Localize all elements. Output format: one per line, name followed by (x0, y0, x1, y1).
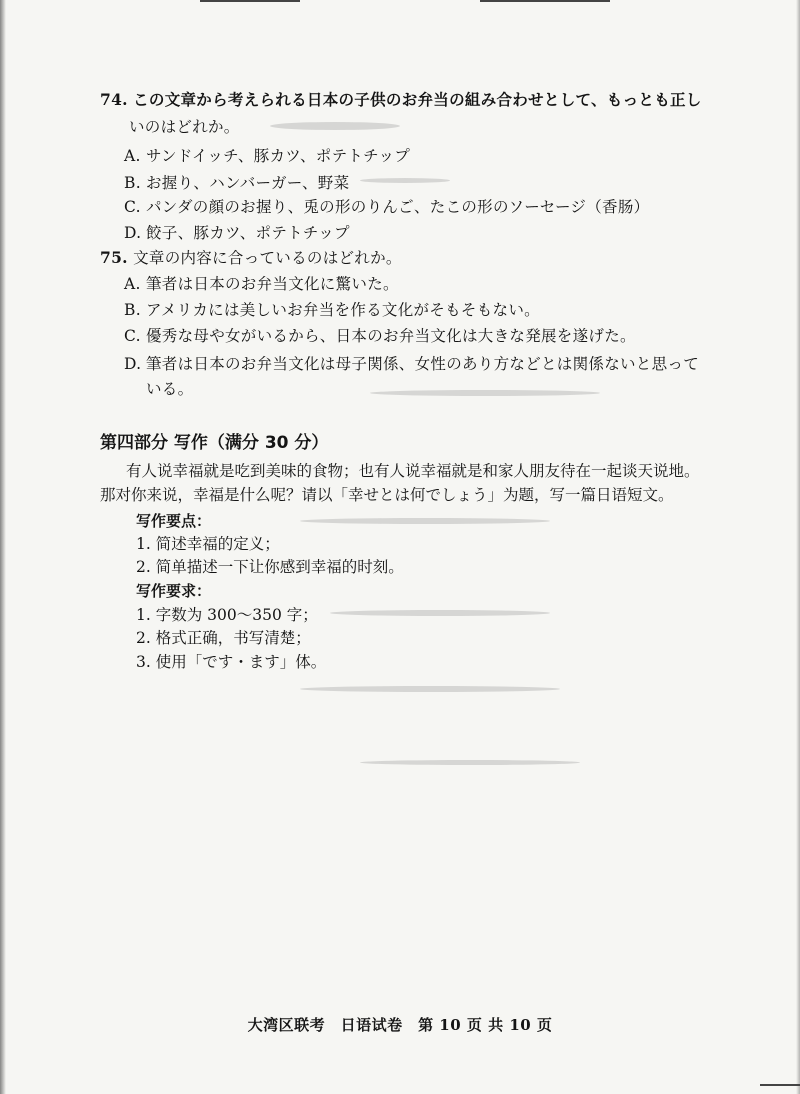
q74-option-c (124, 196, 649, 218)
scan-speckle (300, 686, 560, 692)
option-label: B. (124, 301, 141, 319)
requirement-item: 1. 字数为 300～350 字； (136, 606, 318, 624)
point-item: 1. 简述幸福的定义； (136, 535, 280, 553)
option-text: サンドイッチ、豚カツ、ポテトチップ (146, 147, 411, 165)
option-text: 筆者は日本のお弁当文化は母子関係、女性のあり方などとは関係ないと思って (146, 355, 700, 373)
question-74-line1 (100, 89, 702, 111)
q74-option-d (124, 222, 350, 244)
option-label: D. (124, 355, 142, 373)
scan-edge-left (0, 0, 6, 1094)
points-heading: 写作要点： (136, 512, 212, 530)
bottom-rule (760, 1084, 800, 1086)
option-text: 筆者は日本のお弁当文化に驚いた。 (146, 275, 399, 293)
section-title: 第四部分 写作（满分 30 分） (100, 433, 329, 453)
scan-speckle (370, 390, 600, 396)
option-label: C. (124, 327, 141, 345)
point-item: 2. 简单描述一下让你感到幸福的时刻。 (136, 558, 404, 576)
q75-option-c (124, 325, 636, 347)
option-label: B. (124, 174, 141, 192)
requirement-item: 3. 使用「です・ます」体。 (136, 653, 327, 671)
q74-option-b (124, 172, 349, 194)
q75-option-b (124, 299, 540, 321)
scan-speckle (360, 760, 580, 765)
q75-option-d (124, 353, 699, 375)
question-75-number: 75. (100, 248, 128, 267)
question-74-number: 74. (100, 90, 128, 109)
scan-edge-right (796, 0, 800, 1094)
question-74-line2: いのはどれか。 (129, 118, 240, 136)
top-rule-left (200, 0, 300, 2)
option-label: C. (124, 198, 141, 216)
requirements-heading: 写作要求： (136, 582, 212, 600)
question-75-line1 (100, 247, 402, 269)
option-label: A. (124, 275, 141, 293)
scan-speckle (270, 122, 400, 130)
q75-option-d-line2: いる。 (146, 380, 194, 398)
question-75-text: 文章の内容に合っているのはどれか。 (133, 249, 402, 267)
option-text: パンダの顔のお握り、兎の形のりんご、たこの形のソーセージ（香肠） (146, 198, 650, 216)
option-text: お握り、ハンバーガー、野菜 (146, 174, 350, 192)
option-text: 優秀な母や女がいるから、日本のお弁当文化は大きな発展を遂げた。 (146, 327, 636, 345)
scan-speckle (300, 518, 550, 524)
scan-speckle (360, 178, 450, 183)
page-footer: 大湾区联考 日语试卷 第 10 页 共 10 页 (247, 1016, 553, 1034)
prompt-line2: 那对你来说，幸福是什么呢？请以「幸せとは何でしょう」为题，写一篇日语短文。 (100, 486, 674, 504)
prompt-line1: 有人说幸福就是吃到美味的食物；也有人说幸福就是和家人朋友待在一起谈天说地。 (126, 462, 700, 480)
option-text: アメリカには美しいお弁当を作る文化がそもそもない。 (146, 301, 540, 319)
question-74-text: この文章から考えられる日本の子供のお弁当の組み合わせとして、もっとも正し (133, 90, 702, 109)
q75-option-a (124, 273, 399, 295)
option-label: D. (124, 224, 142, 242)
option-label: A. (124, 147, 141, 165)
requirement-item: 2. 格式正确，书写清楚； (136, 629, 311, 647)
top-rule-right (480, 0, 610, 2)
option-text: 餃子、豚カツ、ポテトチップ (146, 224, 350, 242)
q74-option-a (124, 145, 410, 167)
scan-speckle (330, 610, 550, 616)
